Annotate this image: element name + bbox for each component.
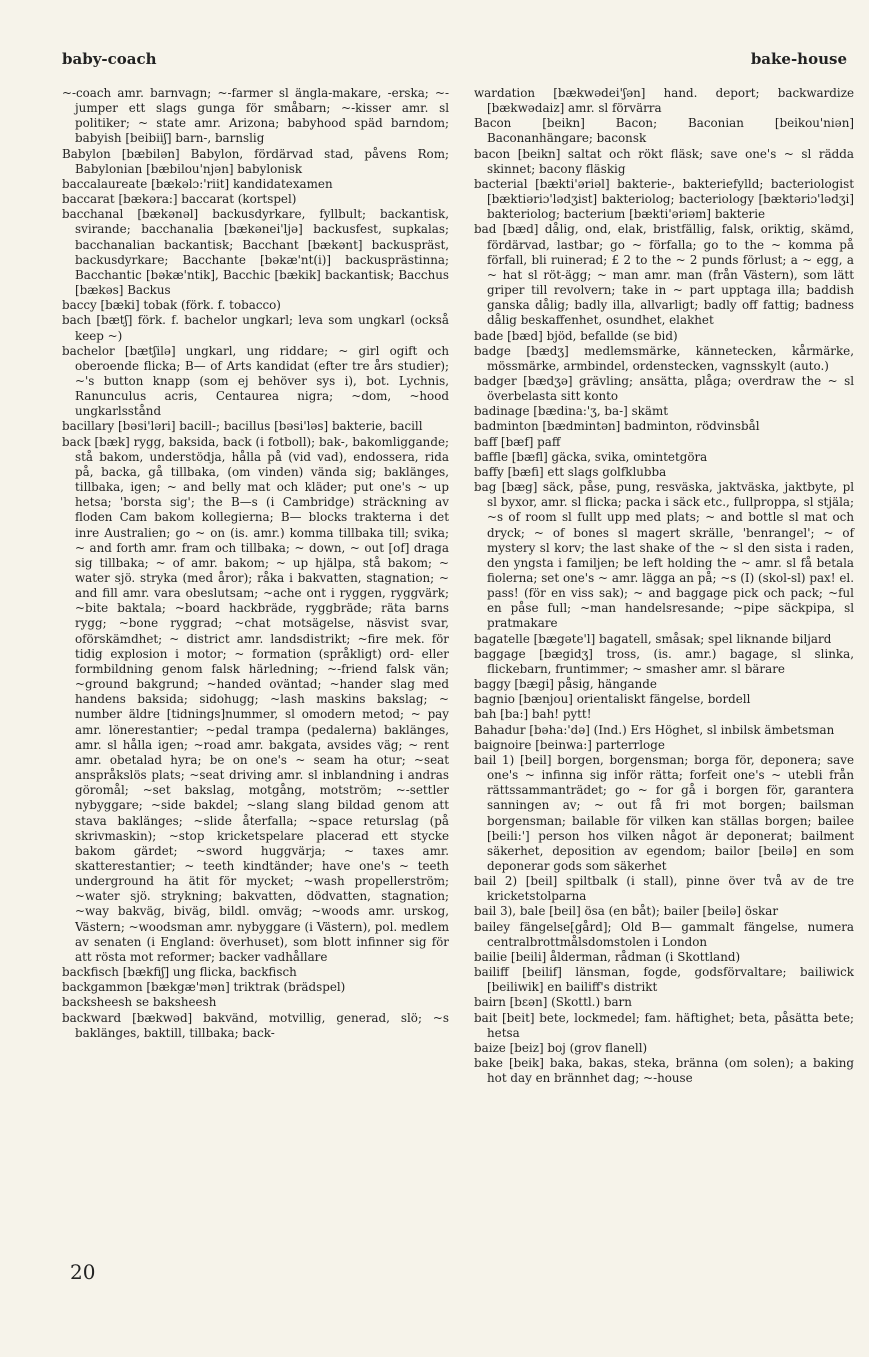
dictionary-entry: bacchanal [bækənəl] backusdyrkare, fyllbult; backantisk, svirande; bacchanalia [bækənei'ljə] backusfest, supkalas; bacchanalian backantisk; Bacchant [bækənt] backuspräst, backusdyrkare; Bacchante [bəkæ'nt(i)] backusprästinna; Bacchantic [bəkæ'ntik], Bacchic [bækik] backantisk; Bacchus [bækəs] Backus: [62, 207, 449, 298]
dictionary-entry: bait [beit] bete, lockmedel; fam. häftighet; beta, påsätta bete; hetsa: [474, 1010, 854, 1040]
dictionary-entry: back [bæk] rygg, baksida, back (i fotboll); bak-, bakomliggande; stå bakom, understödja, hålla på (vid vad), endossera, rida på, backa, gå tillbaka, (om vinden) vända sig; baklänges, tillbaka, igen; ~ and belly mat och kläder; put one's ~ up hetsa; 'borsta sig'; the B—s (i Cambridge) sträckning av floden Cam bakom kollegierna; B— blocks trakterna i det inre Australien; go ~ on (is. amr.) komma tillbaka till; svika; ~ and forth amr. fram och tillbaka; ~ down, ~ out [of] draga sig tillbaka; ~ of amr. bakom; ~ up hjälpa, stå bakom; ~ water sjö. stryka (med åror); råka i bakvatten, stagnation; ~ and fill amr. vara obeslutsam; ~ache ont i ryggen, ryggvärk; ~bite baktala; ~board hackbräde, ryggbräde; räta barns rygg; ~bone ryggrad; ~chat motsägelse, näsvist svar, oförskämdhet; ~ district amr. landsdistrikt; ~fire mek. för tidig explosion i motor; ~ formation (språkligt) ord- eller formbildning genom falsk härledning; ~-friend falsk vän; ~ground bakgrund; ~handed oväntad; ~hander slag med handens baksida; sidohugg; ~lash maskins bakslag; ~ number äldre [tidnings]nummer, sl omodern metod; ~ pay amr. lönerestantier; ~pedal trampa (pedalerna) baklänges, amr. sl hålla igen; ~road amr. bakgata, avsides väg; ~ rent amr. obetalad hyra; be on one's ~ seam ha otur; ~seat anspråkslös plats; ~seat driving amr. sl inblandning i andras göromål; ~set bakslag, motgång, motström; ~-settler nybyggare; ~side bakdel; ~slang slang bildad genom att stava baklänges; ~slide återfalla; ~space returslag (på skrivmaskin); ~stop kricketspelare placerad ett stycke bakom gärdet; ~sword huggvärja; ~ taxes amr. skatterestantier; ~ teeth kindtänder; have one's ~ teeth underground ha ätit för mycket; ~wash propellerström; ~water sjö. strykning; bakvatten, dödvatten, stagnation; ~way bakväg, biväg, bildl. omväg; ~woods amr. urskog, Västern; ~woodsman amr. nybyggare (i Västern), pol. medlem av senaten (i England: överhuset), som blott infinner sig för att rösta mot reformer; backer vadhållare: [62, 434, 449, 964]
dictionary-entry: baggy [bægi] påsig, hängande: [474, 677, 657, 692]
dictionary-entry: ~-coach amr. barnvagn; ~-farmer sl ängla-makare, -erska; ~-jumper ett slags gunga för småbarn; ~-kisser amr. sl politiker; ~ state amr. Arizona; babyhood späd barndom; babyish [beibiiʃ] barn-, barnslig: [62, 86, 449, 146]
dictionary-entry: bake [beik] baka, bakas, steka, bränna (om solen); a baking hot day en brännhet dag; ~-house: [474, 1056, 854, 1086]
dictionary-entry: bade [bæd] bjöd, befallde (se bid): [474, 328, 678, 343]
dictionary-entry: wardation [bækwədei'ʃən] hand. deport; backwardize [bækwədaiz] amr. sl förvärra: [474, 86, 854, 116]
dictionary-entry: baize [beiz] boj (grov flanell): [474, 1040, 648, 1055]
right-column: [474, 86, 854, 1086]
dictionary-entry: bagatelle [bægəte'l] bagatell, småsak; spel liknande biljard: [474, 631, 832, 646]
dictionary-entry: backsheesh se baksheesh: [62, 995, 217, 1010]
dictionary-entry: baccarat [bækəra:] baccarat (kortspel): [62, 192, 297, 207]
dictionary-entry: badinage [bædina:'ʒ, ba-] skämt: [474, 404, 669, 419]
left-column: [62, 86, 449, 1041]
dictionary-entry: baffy [bæfi] ett slags golfklubba: [474, 464, 667, 479]
dictionary-entry: bairn [bɛən] (Skottl.) barn: [474, 995, 632, 1010]
dictionary-entry: bail 3), bale [beil] ösa (en båt); bailer [beilə] öskar: [474, 904, 779, 919]
dictionary-entry: badger [bædʒə] grävling; ansätta, plåga; overdraw the ~ sl överbelasta sitt konto: [474, 373, 854, 404]
dictionary-entry: bacillary [bəsi'ləri] bacill-; bacillus [bəsi'ləs] bakterie, bacill: [62, 419, 423, 434]
dictionary-entry: baignoire [beinwa:] parterrloge: [474, 737, 665, 752]
dictionary-entry: baggage [bægidʒ] tross, (is. amr.) bagage, sl slinka, flickebarn, fruntimmer; ~ smasher amr. sl bärare: [474, 646, 854, 676]
running-head-left: baby-coach: [62, 50, 157, 68]
dictionary-entry: bag [bæg] säck, påse, pung, resväska, jaktväska, jaktbyte, pl sl byxor, amr. sl flicka; packa i säck etc., fullproppa, sl stjäla; ~s of room sl fullt upp med plats; ~ and bottle sl mat och dryck; ~ of bones sl magert skrälle, 'benrangel'; ~ of mystery sl korv; the last shake of the ~ sl den sista i raden, den yngsta i familjen; be left holding the ~ amr. sl få betala fiolerna; set one's ~ amr. lägga an på; ~s (I) (skol-sl) pax! el. pass! (för en viss sak); ~ and baggage pick och pack; ~ful en påse full; ~man handelsresande; ~pipe säckpipa, sl pratmakare: [474, 480, 854, 631]
dictionary-entry: bailiff [beilif] länsman, fogde, godsförvaltare; bailiwick [beiliwik] en bailiff's distrikt: [474, 965, 854, 995]
dictionary-entry: baffle [bæfl] gäcka, svika, omintetgöra: [474, 449, 708, 464]
dictionary-entry: bail 2) [beil] spiltbalk (i stall), pinne över två av de tre kricketstolparna: [474, 874, 854, 904]
dictionary-entry: bah [ba:] bah! pytt!: [474, 707, 592, 722]
dictionary-entry: Babylon [bæbilən] Babylon, fördärvad stad, påvens Rom; Babylonian [bæbilou'njən] babylonisk: [62, 146, 449, 176]
dictionary-entry: badge [bædʒ] medlemsmärke, kännetecken, kårmärke, mössmärke, armbindel, ordenstecken, vagnsskylt (auto.): [474, 343, 854, 373]
dictionary-entry: bacon [beikn] saltat och rökt fläsk; save one's ~ sl rädda skinnet; bacony fläskig: [474, 146, 854, 176]
dictionary-entry: bailie [beili] ålderman, rådman (i Skottland): [474, 949, 741, 964]
dictionary-entry: bailey fängelse[gård]; Old B— gammalt fängelse, numera centralbrottmålsdomstolen i London: [474, 919, 854, 949]
dictionary-entry: baccalaureate [bækəlɔ:'riit] kandidatexamen: [62, 176, 333, 191]
running-head-right: bake-house: [750, 50, 847, 68]
dictionary-entry: baff [bæf] paff: [474, 434, 561, 449]
dictionary-entry: backfisch [bækfiʃ] ung flicka, backfisch: [62, 965, 297, 980]
dictionary-entry: bad [bæd] dålig, ond, elak, bristfällig, falsk, oriktig, skämd, fördärvad, lastbar; go ~ förfalla; go to the ~ komma på förfall, bli ruinerad; £ 2 to the ~ 2 punds förlust; a ~ egg, a ~ hat sl röt-ägg; ~ man amr. man (från Västern), som lätt griper till revolvern; take in ~ part upptaga illa; baddish ganska dålig; badly illa, allvarligt; badly off fattig; badness dålig beskaffenhet, osundhet, elakhet: [474, 222, 854, 328]
dictionary-entry: Bahadur [bəha:'də] (Ind.) Ers Höghet, sl inbilsk ämbetsman: [474, 722, 835, 737]
dictionary-entry: badminton [bædmintən] badminton, rödvinsbål: [474, 419, 760, 434]
dictionary-entry: bagnio [bænjou] orientaliskt fängelse, bordell: [474, 692, 751, 707]
dictionary-entry: backgammon [bækgæ'mən] triktrak (brädspel): [62, 980, 346, 995]
dictionary-entry: bachelor [bætʃilə] ungkarl, ung riddare; ~ girl ogift och oberoende flicka; B— of Arts kandidat (efter tre års studier); ~'s button knapp (som ej behöver sys i), bot. Lychnis, Ranunculus acris, Centaurea nigra; ~dom, ~hood ungkarlsstånd: [62, 343, 449, 419]
dictionary-entry: backward [bækwəd] bakvänd, motvillig, generad, slö; ~s baklänges, baktill, tillbaka; back-: [62, 1010, 449, 1040]
dictionary-entry: bach [bætʃ] förk. f. bachelor ungkarl; leva som ungkarl (också keep ~): [62, 313, 449, 343]
dictionary-entry: Bacon [beikn] Bacon; Baconian [beikou'niən] Baconanhängare; baconsk: [474, 116, 854, 146]
dictionary-entry: bacterial [bækti'əriəl] bakterie-, bakteriefylld; bacteriologist [bæktiəriɔ'lədʒist] bakteriolog; bacteriology [bæktəriɔ'lədʒi] bakteriolog; bacterium [bækti'əriəm] bakterie: [474, 176, 854, 222]
dictionary-entry: baccy [bæki] tobak (förk. f. tobacco): [62, 298, 281, 313]
dictionary-entry: bail 1) [beil] borgen, borgensman; borga för, deponera; save one's ~ infinna sig inför rätta; forfeit one's ~ utebli från rättssammanträdet; go ~ for gå i borgen för, garantera sanningen av; ~ out få fri mot borgen; bailsman borgensman; bailable för vilken kan ställas borgen; bailee [beili:'] person hos vilken något är deponerat; bailment säkerhet, deposition av egendom; bailor [beilə] en som deponerar gods som säkerhet: [474, 752, 854, 873]
page-number: 20: [70, 1260, 96, 1284]
